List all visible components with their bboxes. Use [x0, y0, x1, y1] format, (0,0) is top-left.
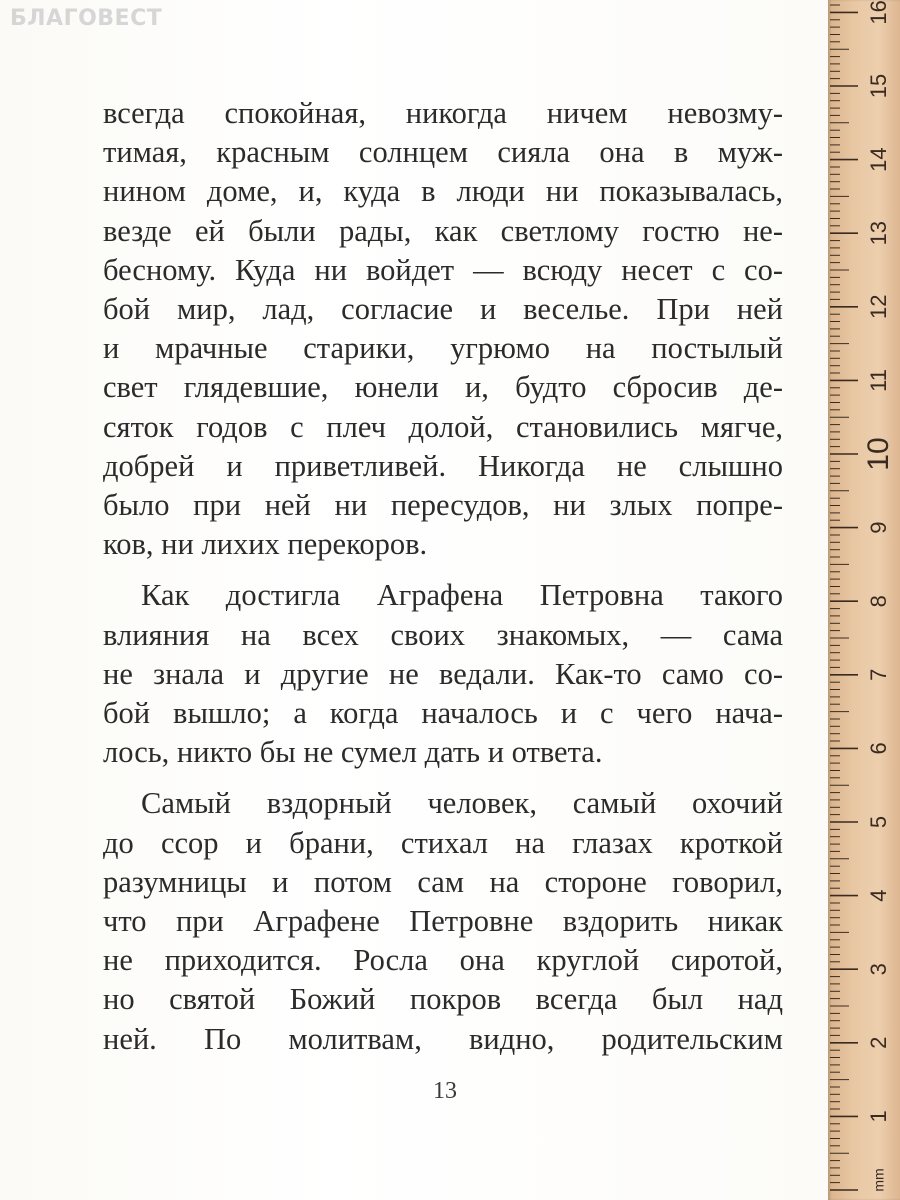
ruler-number: 2: [865, 1036, 891, 1049]
ruler-number: 12: [865, 294, 891, 320]
text-line: добрей и приветливей. Никогда не слышно: [103, 448, 783, 483]
text-line: ков, ни лихих перекоров.: [103, 527, 428, 562]
text-line: влияния на всех своих знакомых, — сама: [103, 617, 783, 652]
text-line: разумницы и потом сам на стороне говорил,: [103, 864, 783, 899]
page-number: 13: [433, 1078, 457, 1104]
ruler-number: 6: [865, 742, 891, 755]
paragraph-2: [103, 576, 783, 772]
watermark-logo: БЛАГОВЕСТ: [10, 6, 163, 31]
body-text: [103, 94, 783, 1059]
ruler-number: 10: [861, 437, 895, 471]
text-line: ней. По молитвам, видно, родительским: [103, 1021, 783, 1056]
text-line: бой мир, лад, согласие и веселье. При ней: [103, 292, 783, 327]
ruler-unit-label: mm: [870, 1168, 887, 1192]
ruler-number: 8: [865, 595, 891, 608]
ruler-number: 5: [865, 815, 891, 829]
text-line: везде ей были рады, как светлому гостю не-: [103, 213, 783, 248]
measuring-ruler: [828, 0, 900, 1200]
ruler-number: 9: [865, 521, 891, 534]
text-line: было при ней ни пересудов, ни злых попре-: [103, 488, 783, 523]
ruler-number: 14: [865, 147, 891, 172]
ruler-number: 4: [865, 889, 891, 902]
ruler-number: 11: [865, 368, 891, 392]
text-line: но святой Божий покров всегда был над: [103, 982, 783, 1017]
text-line: Как достигла Аграфена Петровна такого: [141, 578, 783, 613]
ruler-number: 16: [865, 0, 891, 25]
text-line: нином доме, и, куда в люди ни показывалась,: [103, 174, 783, 209]
ruler-number: 13: [865, 220, 891, 246]
text-line: бесному. Куда ни войдет — всюду несет с со-: [103, 252, 783, 287]
text-line: Самый вздорный человек, самый охочий: [141, 786, 783, 821]
ruler-number: 1: [865, 1110, 891, 1123]
text-line: не знала и другие не ведали. Как-то само со-: [103, 656, 783, 691]
text-line: до ссор и брани, стихал на глазах кроткой: [103, 825, 783, 860]
text-line: сяток годов с плеч долой, становились мягче,: [103, 409, 783, 444]
paragraph-1: [103, 94, 783, 564]
text-line: всегда спокойная, никогда ничем невозму-: [103, 96, 783, 130]
text-line: не приходится. Росла она круглой сиротой,: [103, 943, 783, 978]
text-line: свет глядевшие, юнели и, будто сбросив де-: [103, 370, 783, 405]
text-line: бой вышло; а когда началось и с чего нача-: [103, 696, 783, 731]
ruler-number: 7: [865, 668, 891, 681]
text-line: тимая, красным солнцем сияла она в муж-: [103, 135, 783, 170]
text-line: и мрачные старики, угрюмо на постылый: [103, 331, 783, 366]
text-line: лось, никто бы не сумел дать и ответа.: [103, 735, 603, 770]
ruler-number: 3: [865, 963, 891, 976]
ruler-scale: [828, 0, 900, 1200]
paragraph-3: [103, 784, 783, 1058]
text-line: что при Аграфене Петровне вздорить никак: [103, 904, 783, 939]
ruler-number: 15: [865, 73, 891, 99]
